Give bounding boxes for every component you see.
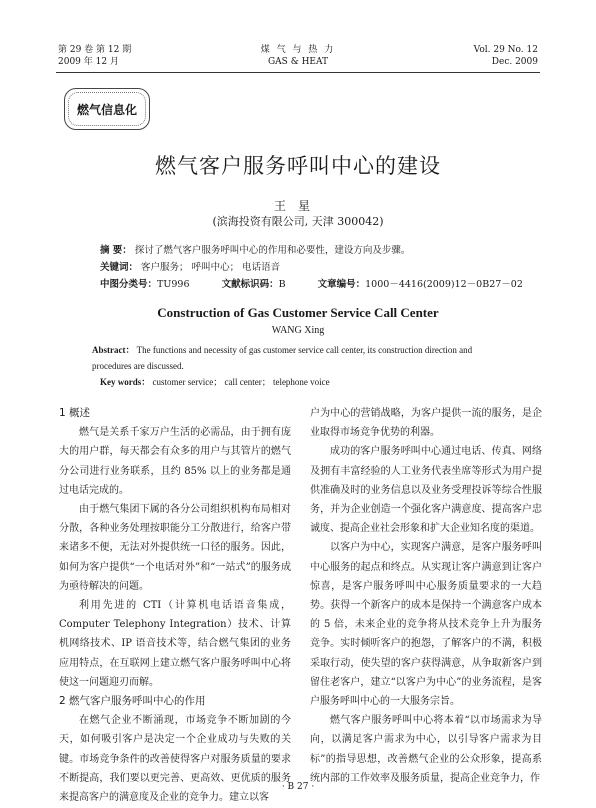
english-keywords-label: Key words： (100, 377, 151, 387)
date-en: Dec. 2009 (491, 57, 538, 67)
clc-label: 中图分类号： (100, 279, 158, 290)
paragraph-4: 在燃气企业不断涌现，市场竞争不断加剧的今天，如何吸引客户是决定一个企业成功与失败的关键。市场竞争条件的改善使得客户对服务质量的要求不断提高，我们要以更完善、更高效、更优质的服务来提高客户的满意度及企业的竞争力。建立以客 (59, 715, 291, 804)
abstract-label: 摘 要： (100, 245, 132, 256)
keywords-label: 关键词： (100, 262, 139, 273)
doc-code-value: B (278, 279, 286, 290)
volume-en: Vol. 29 No. 12 (473, 45, 538, 55)
paragraph-2: 由于燃气集团下属的各分公司组织机构布局相对分散，各种业务处理按职能分工分散进行，给客户带来诸多不便，无法对外提供统一口径的服务。因此，如何为客户提供“一个电话对外”和“一站式”的服务成为亟待解决的问题。 (59, 504, 291, 592)
english-abstract-label: Abstract： (92, 345, 135, 355)
english-author: WANG Xing (271, 325, 325, 336)
english-abstract-text: The functions and necessity of gas customer service call center, its construction direction and procedures are discussed. (92, 345, 473, 371)
paragraph-3: 利用先进的 CTI（计算机电话语音集成，Computer Telephony Integration）技术、计算机网络技术、IP 语音技术等，结合燃气集团的业务应用特点，在互联网上建立燃气客户服务呼叫中心将使这一问题迎刃而解。 (59, 600, 291, 688)
page-number: · B 27 · (281, 782, 315, 792)
abstract-text: 探讨了燃气客户服务呼叫中心的作用和必要性，建设方向及步骤。 (134, 245, 411, 256)
journal-name-cn: 煤 气 与 热 力 (260, 45, 336, 55)
section-badge-label: 燃气信息化 (76, 102, 137, 117)
paragraph-8: 燃气客户服务呼叫中心将本着“以市场需求为导向，以满足客户需求为中心，以引导客户需求为目标”的指导思想，改善燃气企业的公众形象，提高系统内部的工作效率及服务质量，提高企业竞争力，作 (310, 715, 542, 784)
classification-row (100, 276, 523, 293)
body-column-right (310, 404, 542, 788)
paragraph-5: 户为中心的营销战略，为客户提供一流的服务，是企业取得市场竞争优势的利器。 (310, 408, 542, 439)
article-number-value: 1000－4416(2009)12－0B27－02 (365, 279, 523, 290)
section-heading-1: 1 概述 (59, 407, 91, 419)
abstract-row (100, 242, 520, 259)
volume-cn: 第 29 卷 第 12 期 (58, 45, 132, 55)
paragraph-7: 以客户为中心，实现客户满意，是客户服务呼叫中心服务的起点和终点。从实现让客户满意到让客户惊喜，是客户服务呼叫中心服务质量要求的一大趋势。获得一个新客户的成本是保持一个满意客户成本的 5 倍，未来企业的竞争将从技术竞争上升为服务竞争。实时倾听客户的抱怨，了解客户的不满，积极采取行动，使失望的客户获得满意，从争取新客户到留住老客户，建立“以客户为中心”的业务流程，是客户服务呼叫中心的一大服务宗旨。 (310, 542, 542, 708)
body-column-left (59, 404, 291, 807)
english-abstract (92, 342, 510, 374)
english-keywords (100, 375, 518, 388)
clc-value: TU996 (157, 279, 190, 290)
doc-code-label: 文献标识码： (221, 279, 279, 290)
english-title: Construction of Gas Customer Service Call Center (157, 305, 439, 320)
paragraph-1: 燃气是关系千家万户生活的必需品，由于拥有庞大的用户群，每天都会有众多的用户与其管片的燃气分公司进行业务联系，且约 85% 以上的业务都是通过电话完成的。 (59, 427, 291, 496)
english-keywords-text: customer service； call center； telephone voice (152, 377, 330, 387)
author-affiliation: (滨海投资有限公司, 天津 300042) (212, 215, 384, 228)
section-heading-2: 2 燃气客户服务呼叫中心的作用 (59, 695, 206, 708)
article-meta (100, 242, 523, 293)
date-cn: 2009 年 12 月 (58, 57, 119, 67)
section-badge (64, 88, 150, 130)
header-right (474, 44, 538, 68)
author-name: 王星 (273, 199, 322, 213)
keywords-text: 客户服务； 呼叫中心； 电话语音 (141, 262, 281, 273)
journal-name-en: GAS & HEAT (267, 57, 329, 67)
header-rule (56, 72, 540, 73)
article-number-label: 文章编号： (317, 279, 366, 290)
keywords-row (100, 259, 520, 276)
article-title: 燃气客户服务呼叫中心的建设 (155, 154, 441, 178)
paragraph-6: 成功的客户服务呼叫中心通过电话、传真、网络及拥有丰富经验的人工业务代表坐席等形式为用户提供准确及时的业务信息以及业务受理投诉等综合性服务，并为企业创造一个强化客户满意度、提高客户忠诚度、提高企业社会形象和扩大企业知名度的渠道。 (310, 446, 542, 535)
